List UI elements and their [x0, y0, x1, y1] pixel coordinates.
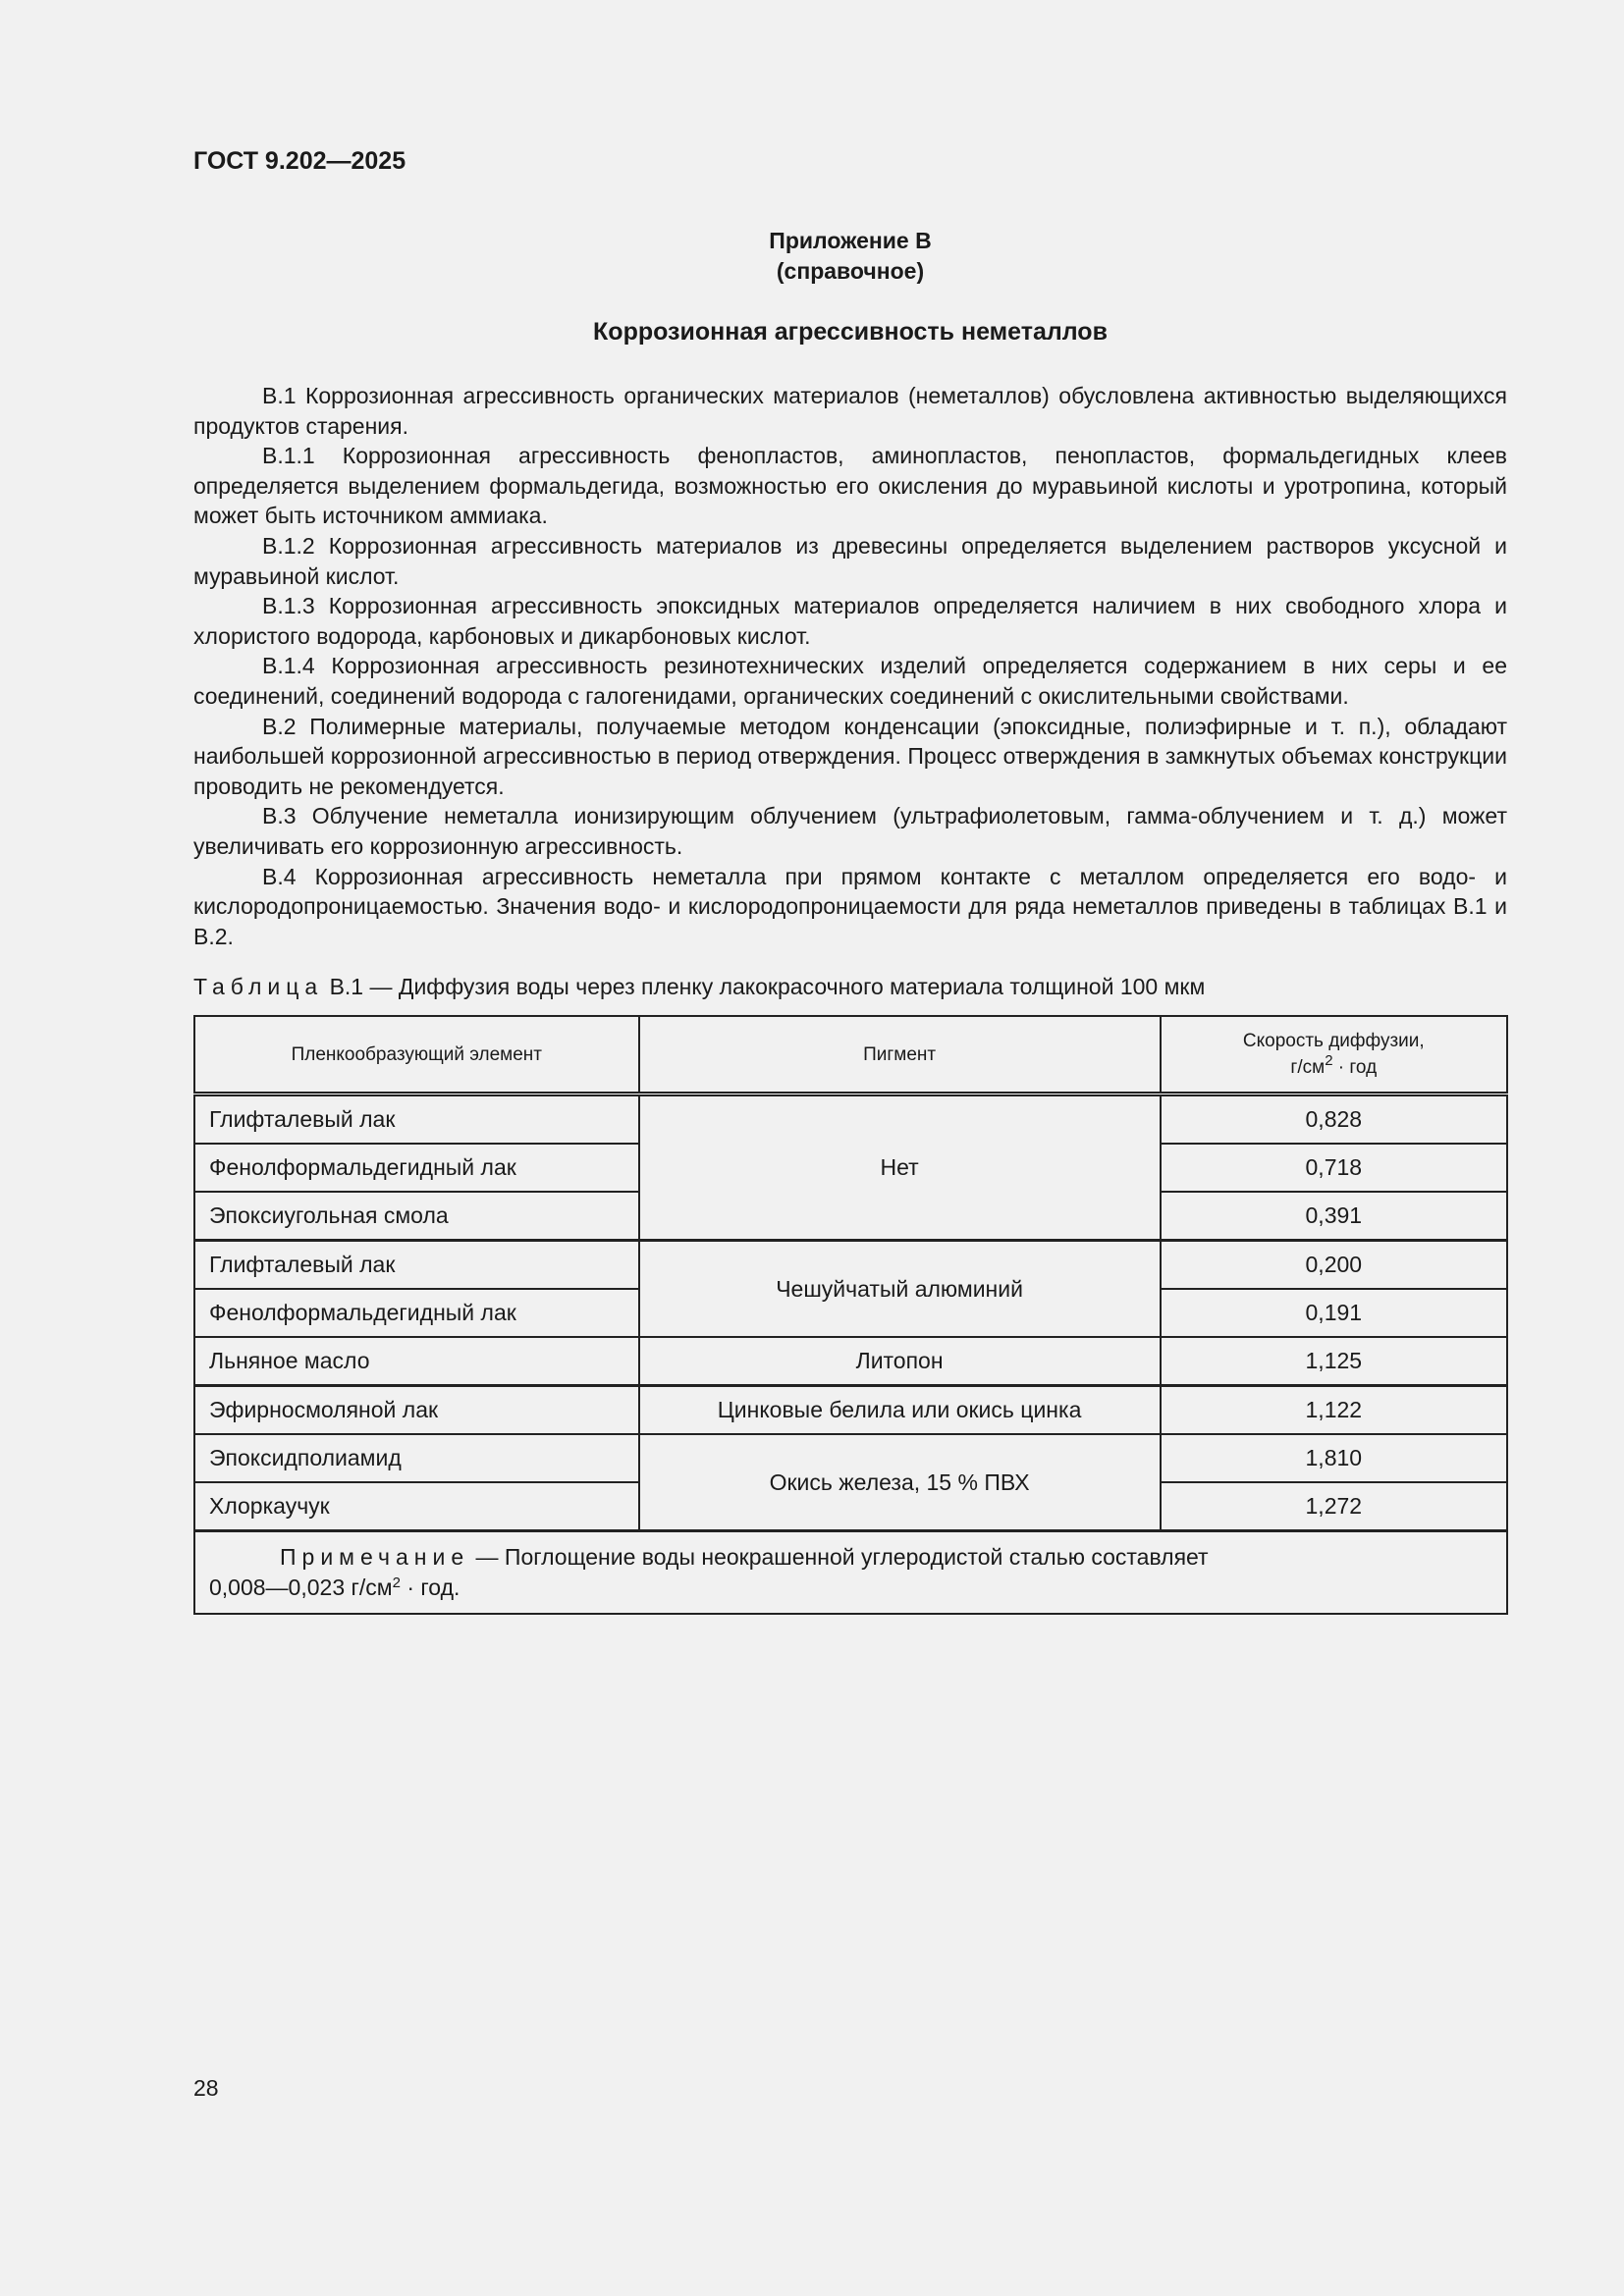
cell-pigment: Нет — [639, 1095, 1161, 1241]
paragraph: В.1 Коррозионная агрессивность органических материалов (неметаллов) обусловлена активностью выделяющихся продуктов старения. — [193, 383, 1507, 439]
cell-rate: 1,272 — [1161, 1482, 1507, 1531]
table-caption — [193, 974, 1205, 1000]
cell-pigment: Литопон — [639, 1337, 1161, 1386]
table-row — [194, 1095, 1507, 1145]
cell-element: Льняное масло — [194, 1337, 639, 1386]
paragraph: В.1.3 Коррозионная агрессивность эпоксидных материалов определяется наличием в них свободного хлора и хлористого водорода, карбоновых и дикарбоновых кислот. — [193, 593, 1507, 649]
table-row — [194, 1434, 1507, 1482]
cell-rate: 1,810 — [1161, 1434, 1507, 1482]
cell-rate: 0,191 — [1161, 1289, 1507, 1337]
cell-rate: 1,122 — [1161, 1386, 1507, 1435]
header-rate: Скорость диффузии, $г/см^2$ · год — [1161, 1016, 1507, 1095]
header-pigment: Пигмент — [639, 1016, 1161, 1095]
table-note-row — [194, 1531, 1507, 1615]
table-caption-text: В.1 — Диффузия воды через пленку лакокрасочного материала толщиной 100 мкм — [329, 974, 1206, 999]
cell-rate: 1,125 — [1161, 1337, 1507, 1386]
cell-pigment: Цинковые белила или окись цинка — [639, 1386, 1161, 1435]
cell-element: Эфирносмоляной лак — [194, 1386, 639, 1435]
paragraph: В.1.2 Коррозионная агрессивность материалов из древесины определяется выделением растворов уксусной и муравьиной кислот. — [193, 532, 1507, 589]
table-header-row — [194, 1016, 1507, 1095]
note-label: Примечание — [280, 1544, 470, 1570]
paragraph: В.4 Коррозионная агрессивность неметалла при прямом контакте с металлом определяется его водо- и кислородопроницаемостью. Значения водо- и кислородопроницаемости для ряда неметаллов приведены в таблицах В.1 и В.2. — [193, 863, 1507, 949]
table-caption-word: Таблица — [193, 974, 324, 999]
section-title: Коррозионная агрессивность неметаллов — [593, 318, 1108, 346]
appendix-label: Приложение В — [769, 228, 932, 253]
table-row — [194, 1386, 1507, 1435]
diffusion-table — [193, 1015, 1508, 1615]
table-row — [194, 1241, 1507, 1290]
appendix-heading — [193, 226, 1507, 287]
body-text — [193, 381, 1507, 951]
appendix-type: (справочное) — [776, 258, 925, 284]
paragraph: В.1.1 Коррозионная агрессивность фенопластов, аминопластов, пенопластов, формальдегидных клеев определяется выделением формальдегида, возможностью его окисления до муравьиной кислоты и уротропина, который может быть источником аммиака. — [193, 443, 1507, 529]
document-code: ГОСТ 9.202—2025 — [193, 147, 406, 175]
table-row — [194, 1337, 1507, 1386]
cell-pigment: Чешуйчатый алюминий — [639, 1241, 1161, 1338]
cell-element: Фенолформальдегидный лак — [194, 1144, 639, 1192]
cell-pigment: Окись железа, 15 % ПВХ — [639, 1434, 1161, 1531]
table-note: Примечание — Поглощение воды неокрашенной углеродистой сталью составляет 0,008—0,023 $г/см^2$ · год. — [194, 1531, 1507, 1615]
header-element: Пленкообразующий элемент — [194, 1016, 639, 1095]
paragraph: В.2 Полимерные материалы, получаемые методом конденсации (эпоксидные, полиэфирные и т. п.), обладают наибольшей коррозионной агрессивностью в период отверждения. Процесс отверждения в замкнутых объемах конструкции проводить не рекомендуется. — [193, 713, 1507, 799]
cell-element: Хлоркаучук — [194, 1482, 639, 1531]
cell-rate: 0,391 — [1161, 1192, 1507, 1241]
paragraph: В.1.4 Коррозионная агрессивность резинотехнических изделий определяется содержанием в них серы и ее соединений, соединений водорода с галогенидами, органических соединений с окислительными свойствами. — [193, 653, 1507, 709]
cell-rate: 0,828 — [1161, 1095, 1507, 1145]
cell-element: Эпоксидполиамид — [194, 1434, 639, 1482]
cell-element: Глифталевый лак — [194, 1095, 639, 1145]
cell-element: Эпоксиугольная смола — [194, 1192, 639, 1241]
cell-element: Глифталевый лак — [194, 1241, 639, 1290]
cell-rate: 0,200 — [1161, 1241, 1507, 1290]
page-number: 28 — [193, 2075, 219, 2101]
paragraph: В.3 Облучение неметалла ионизирующим облучением (ультрафиолетовым, гамма-облучением и т. д.) может увеличивать его коррозионную агрессивность. — [193, 803, 1507, 859]
cell-rate: 0,718 — [1161, 1144, 1507, 1192]
cell-element: Фенолформальдегидный лак — [194, 1289, 639, 1337]
